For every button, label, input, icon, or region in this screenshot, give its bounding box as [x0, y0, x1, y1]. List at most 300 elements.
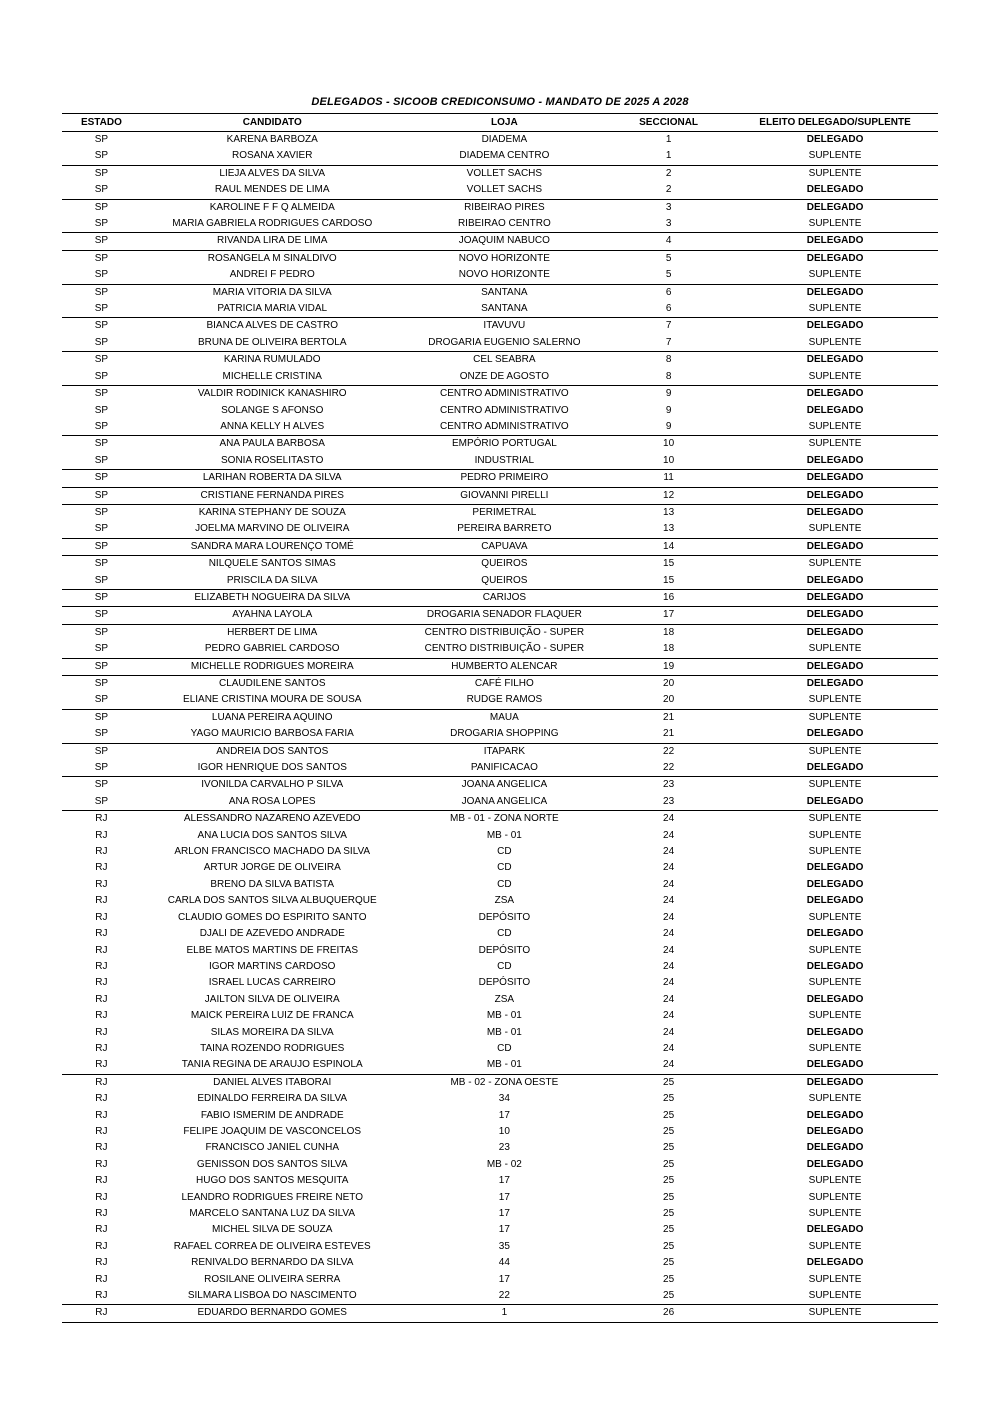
table-row: [62, 709, 938, 726]
document-title: DELEGADOS - SICOOB CREDICONSUMO - MANDATO DE 2025 A 2028: [311, 96, 689, 108]
loja-cell: ITAVUVU: [404, 318, 605, 335]
estado-cell: SP: [62, 436, 141, 453]
table-row: [62, 352, 938, 369]
estado-cell: RJ: [95, 911, 108, 923]
estado-cell: SP: [94, 370, 109, 382]
loja-cell: MB - 01: [486, 1026, 522, 1038]
table-row: [62, 1057, 938, 1074]
estado-cell: SP: [62, 470, 141, 487]
table-row: [62, 676, 938, 693]
estado-cell: RJ: [95, 1257, 108, 1269]
candidato-cell: KARINA STEPHANY DE SOUZA: [141, 504, 404, 521]
table-row: [62, 607, 938, 624]
loja-cell: VOLLET SACHS: [404, 165, 605, 182]
candidato-cell: MAICK PEREIRA LUIZ DE FRANCA: [190, 1010, 354, 1022]
table-row: [62, 369, 938, 386]
candidato-cell: FABIO ISMERIM DE ANDRADE: [200, 1109, 344, 1121]
seccional-cell: 25: [663, 1208, 675, 1219]
eleito-cell: DELEGADO: [806, 960, 864, 972]
estado-cell: SP: [94, 574, 109, 586]
seccional-cell: 24: [663, 928, 675, 940]
estado-cell: RJ: [95, 1142, 108, 1154]
loja-cell: NOVO HORIZONTE: [458, 269, 550, 281]
seccional-cell: 24: [663, 862, 675, 874]
table-row: [62, 182, 938, 199]
estado-cell: SP: [94, 643, 109, 655]
eleito-cell: DELEGADO: [806, 1142, 864, 1154]
column-header-loja: LOJA: [404, 114, 605, 132]
candidato-cell: ROSILANE OLIVEIRA SERRA: [204, 1273, 341, 1285]
loja-cell: ONZE DE AGOSTO: [459, 370, 549, 382]
estado-cell: RJ: [62, 1074, 141, 1091]
seccional-cell: 2: [605, 165, 732, 182]
table-row: [62, 1173, 938, 1189]
candidato-cell: GENISSON DOS SANTOS SILVA: [196, 1158, 348, 1170]
estado-cell: SP: [94, 523, 109, 535]
eleito-cell: DELEGADO: [732, 233, 938, 250]
seccional-cell: 9: [605, 386, 732, 403]
estado-cell: SP: [94, 218, 109, 230]
seccional-cell: 9: [665, 420, 672, 432]
eleito-cell: DELEGADO: [732, 538, 938, 555]
eleito-cell: SUPLENTE: [808, 218, 862, 230]
table-row: [62, 1222, 938, 1238]
estado-cell: SP: [62, 624, 141, 641]
table-row: [62, 692, 938, 709]
candidato-cell: FELIPE JOAQUIM DE VASCONCELOS: [183, 1125, 362, 1137]
eleito-cell: DELEGADO: [806, 895, 864, 907]
candidato-cell: DJALI DE AZEVEDO ANDRADE: [199, 928, 345, 940]
table-row: [62, 504, 938, 521]
loja-cell: 17: [498, 1208, 510, 1219]
candidato-cell: BIANCA ALVES DE CASTRO: [141, 318, 404, 335]
eleito-cell: DELEGADO: [732, 470, 938, 487]
seccional-cell: 24: [663, 977, 675, 989]
eleito-cell: SUPLENTE: [732, 811, 938, 828]
table-row: [62, 436, 938, 453]
table-row: [62, 1288, 938, 1305]
estado-cell: RJ: [95, 895, 108, 907]
loja-cell: QUEIROS: [404, 556, 605, 573]
estado-cell: RJ: [95, 1224, 108, 1236]
candidato-cell: SANDRA MARA LOURENÇO TOMÉ: [141, 538, 404, 555]
table-row: [62, 743, 938, 760]
seccional-cell: 23: [663, 795, 675, 807]
table-row: [62, 199, 938, 216]
table-row: [62, 1041, 938, 1057]
table-row: [62, 844, 938, 860]
seccional-cell: 25: [663, 1093, 675, 1105]
estado-cell: SP: [62, 504, 141, 521]
eleito-cell: DELEGADO: [806, 1109, 864, 1121]
estado-cell: SP: [62, 284, 141, 301]
table-header: [62, 114, 938, 132]
eleito-cell: DELEGADO: [732, 658, 938, 675]
table-row: [62, 1108, 938, 1124]
eleito-cell: SUPLENTE: [808, 1042, 862, 1054]
eleito-cell: DELEGADO: [806, 574, 864, 586]
table-row: [62, 1206, 938, 1222]
table-row: [62, 1025, 938, 1041]
seccional-cell: 18: [663, 643, 675, 655]
table-row: [62, 926, 938, 942]
eleito-cell: SUPLENTE: [808, 150, 862, 162]
table-row: [62, 658, 938, 675]
eleito-cell: SUPLENTE: [808, 1093, 862, 1105]
loja-cell: CENTRO DISTRIBUIÇÃO - SUPER: [404, 624, 605, 641]
loja-cell: CAFÉ FILHO: [404, 676, 605, 693]
estado-cell: SP: [62, 607, 141, 624]
eleito-cell: SUPLENTE: [808, 303, 862, 315]
seccional-cell: 13: [663, 523, 675, 535]
loja-cell: DIADEMA CENTRO: [459, 150, 550, 162]
eleito-cell: DELEGADO: [806, 878, 864, 890]
table-row: [62, 893, 938, 909]
loja-cell: CD: [497, 878, 512, 890]
table-row: [62, 1008, 938, 1024]
candidato-cell: CRISTIANE FERNANDA PIRES: [141, 487, 404, 504]
loja-cell: SANTANA: [404, 284, 605, 301]
loja-cell: CENTRO ADMINISTRATIVO: [404, 386, 605, 403]
eleito-cell: SUPLENTE: [808, 1208, 862, 1219]
seccional-cell: 10: [605, 436, 732, 453]
seccional-cell: 12: [605, 487, 732, 504]
loja-cell: MB - 01: [486, 1010, 522, 1022]
candidato-cell: MICHELLE RODRIGUES MOREIRA: [141, 658, 404, 675]
seccional-cell: 18: [605, 624, 732, 641]
loja-cell: JOANA ANGELICA: [404, 777, 605, 794]
eleito-cell: DELEGADO: [806, 993, 864, 1005]
seccional-cell: 11: [605, 470, 732, 487]
table-row: [62, 641, 938, 658]
loja-cell: MAUA: [404, 709, 605, 726]
candidato-cell: ANA PAULA BARBOSA: [141, 436, 404, 453]
table-row: [62, 386, 938, 403]
eleito-cell: SUPLENTE: [808, 420, 862, 432]
seccional-cell: 25: [663, 1142, 675, 1154]
table-row: [62, 250, 938, 267]
estado-cell: SP: [62, 199, 141, 216]
seccional-cell: 5: [605, 250, 732, 267]
seccional-cell: 4: [605, 233, 732, 250]
candidato-cell: PRISCILA DA SILVA: [226, 574, 318, 586]
eleito-cell: SUPLENTE: [732, 556, 938, 573]
seccional-cell: 21: [605, 709, 732, 726]
seccional-cell: 16: [605, 589, 732, 606]
loja-cell: PERIMETRAL: [404, 504, 605, 521]
estado-cell: RJ: [95, 1109, 108, 1121]
candidato-cell: SONIA ROSELITASTO: [221, 454, 324, 466]
eleito-cell: DELEGADO: [732, 624, 938, 641]
candidato-cell: LEANDRO RODRIGUES FREIRE NETO: [181, 1191, 363, 1203]
seccional-cell: 1: [665, 134, 672, 145]
loja-cell: DEPÓSITO: [478, 911, 531, 923]
seccional-cell: 25: [663, 1158, 675, 1170]
seccional-cell: 24: [663, 944, 675, 956]
loja-cell: RIBEIRAO CENTRO: [457, 218, 551, 230]
loja-cell: CENTRO ADMINISTRATIVO: [440, 420, 569, 432]
table-row: [62, 811, 938, 828]
seccional-cell: 24: [663, 1042, 675, 1054]
seccional-cell: 24: [663, 829, 675, 841]
eleito-cell: SUPLENTE: [732, 436, 938, 453]
eleito-cell: SUPLENTE: [808, 694, 862, 706]
candidato-cell: ANDREI F PEDRO: [229, 269, 315, 281]
candidato-cell: MICHEL SILVA DE SOUZA: [212, 1224, 333, 1236]
eleito-cell: SUPLENTE: [808, 1191, 862, 1203]
seccional-cell: 25: [663, 1273, 675, 1285]
candidato-cell: IVONILDA CARVALHO P SILVA: [141, 777, 404, 794]
table-body: [62, 132, 938, 1323]
loja-cell: 34: [498, 1093, 510, 1105]
seccional-cell: 24: [663, 846, 675, 858]
estado-cell: SP: [94, 150, 109, 162]
table-row: [62, 589, 938, 606]
eleito-cell: SUPLENTE: [808, 336, 862, 348]
header-row: [62, 114, 938, 132]
eleito-cell: DELEGADO: [806, 404, 864, 416]
eleito-cell: SUPLENTE: [808, 1290, 862, 1302]
estado-cell: SP: [94, 454, 109, 466]
seccional-cell: 6: [665, 303, 672, 315]
estado-cell: SP: [94, 728, 109, 740]
candidato-cell: IGOR MARTINS CARDOSO: [208, 960, 336, 972]
candidato-cell: MARIA VITORIA DA SILVA: [141, 284, 404, 301]
eleito-cell: SUPLENTE: [808, 829, 862, 841]
eleito-cell: DELEGADO: [732, 318, 938, 335]
seccional-cell: 24: [663, 1059, 675, 1071]
table-row: [62, 216, 938, 233]
candidato-cell: RENIVALDO BERNARDO DA SILVA: [191, 1257, 354, 1269]
seccional-cell: 20: [663, 694, 675, 706]
loja-cell: DEPÓSITO: [478, 944, 531, 956]
estado-cell: SP: [62, 556, 141, 573]
seccional-cell: 22: [663, 762, 675, 774]
eleito-cell: DELEGADO: [732, 504, 938, 521]
seccional-cell: 24: [663, 960, 675, 972]
loja-cell: CD: [497, 960, 512, 972]
estado-cell: RJ: [95, 1175, 108, 1187]
candidato-cell: YAGO MAURICIO BARBOSA FARIA: [190, 728, 354, 740]
eleito-cell: DELEGADO: [732, 607, 938, 624]
candidato-cell: JAILTON SILVA DE OLIVEIRA: [204, 993, 340, 1005]
loja-cell: CD: [497, 1042, 512, 1054]
loja-cell: 17: [498, 1109, 510, 1121]
estado-cell: SP: [94, 694, 109, 706]
candidato-cell: IGOR HENRIQUE DOS SANTOS: [197, 762, 347, 774]
seccional-cell: 14: [605, 538, 732, 555]
loja-cell: RUDGE RAMOS: [466, 694, 543, 706]
estado-cell: RJ: [95, 977, 108, 989]
eleito-cell: DELEGADO: [806, 928, 864, 940]
candidato-cell: ANNA KELLY H ALVES: [220, 420, 325, 432]
seccional-cell: 15: [663, 574, 675, 586]
candidato-cell: SILAS MOREIRA DA SILVA: [210, 1026, 334, 1038]
estado-cell: SP: [62, 589, 141, 606]
loja-cell: DEPÓSITO: [478, 977, 531, 989]
estado-cell: SP: [94, 269, 109, 281]
candidato-cell: SILMARA LISBOA DO NASCIMENTO: [187, 1290, 357, 1302]
seccional-cell: 25: [663, 1224, 675, 1236]
table-row: [62, 1157, 938, 1173]
seccional-cell: 23: [605, 777, 732, 794]
candidato-cell: KAROLINE F F Q ALMEIDA: [141, 199, 404, 216]
eleito-cell: DELEGADO: [806, 795, 864, 807]
loja-cell: 1: [404, 1305, 605, 1322]
table-row: [62, 860, 938, 876]
seccional-cell: 2: [665, 184, 672, 196]
eleito-cell: SUPLENTE: [808, 523, 862, 535]
loja-cell: PANIFICACAO: [470, 762, 538, 774]
column-header-seccional: SECCIONAL: [605, 114, 732, 132]
candidato-cell: BRENO DA SILVA BATISTA: [210, 878, 335, 890]
loja-cell: ZSA: [494, 993, 515, 1005]
seccional-cell: 24: [663, 1010, 675, 1022]
loja-cell: DROGARIA EUGENIO SALERNO: [428, 336, 581, 348]
candidato-cell: LARIHAN ROBERTA DA SILVA: [141, 470, 404, 487]
seccional-cell: 15: [605, 556, 732, 573]
table-row: [62, 165, 938, 182]
candidato-cell: JOELMA MARVINO DE OLIVEIRA: [195, 523, 350, 535]
eleito-cell: SUPLENTE: [732, 1305, 938, 1322]
eleito-cell: SUPLENTE: [808, 1175, 862, 1187]
seccional-cell: 26: [605, 1305, 732, 1322]
seccional-cell: 1: [665, 150, 672, 162]
table-row: [62, 556, 938, 573]
table-row: [62, 538, 938, 555]
seccional-cell: 24: [663, 993, 675, 1005]
candidato-cell: KARENA BARBOZA: [226, 134, 318, 145]
table-row: [62, 148, 938, 165]
table-row: [62, 975, 938, 991]
eleito-cell: SUPLENTE: [732, 743, 938, 760]
seccional-cell: 10: [663, 454, 675, 466]
candidato-cell: SOLANGE S AFONSO: [221, 404, 324, 416]
candidato-cell: ELIZABETH NOGUEIRA DA SILVA: [141, 589, 404, 606]
loja-cell: 22: [498, 1290, 510, 1302]
loja-cell: PEREIRA BARRETO: [457, 523, 552, 535]
eleito-cell: SUPLENTE: [732, 165, 938, 182]
estado-cell: SP: [62, 318, 141, 335]
estado-cell: RJ: [62, 1305, 141, 1322]
eleito-cell: DELEGADO: [806, 862, 864, 874]
eleito-cell: DELEGADO: [806, 454, 864, 466]
loja-cell: 17: [498, 1273, 510, 1285]
estado-cell: SP: [62, 676, 141, 693]
loja-cell: PEDRO PRIMEIRO: [404, 470, 605, 487]
eleito-cell: DELEGADO: [806, 728, 864, 740]
estado-cell: SP: [62, 658, 141, 675]
table-row: [62, 1074, 938, 1091]
eleito-cell: DELEGADO: [806, 1125, 864, 1137]
candidato-cell: ANA ROSA LOPES: [228, 795, 316, 807]
eleito-cell: SUPLENTE: [808, 269, 862, 281]
table-row: [62, 992, 938, 1008]
table-row: [62, 419, 938, 436]
table-row: [62, 233, 938, 250]
seccional-cell: 8: [665, 370, 672, 382]
loja-cell: 17: [498, 1224, 510, 1236]
table-row: [62, 301, 938, 318]
eleito-cell: SUPLENTE: [808, 911, 862, 923]
loja-cell: CAPUAVA: [404, 538, 605, 555]
estado-cell: SP: [62, 487, 141, 504]
estado-cell: RJ: [95, 944, 108, 956]
seccional-cell: 25: [663, 1125, 675, 1137]
candidato-cell: ISRAEL LUCAS CARREIRO: [208, 977, 336, 989]
estado-cell: SP: [62, 165, 141, 182]
loja-cell: DIADEMA: [481, 134, 528, 145]
loja-cell: HUMBERTO ALENCAR: [404, 658, 605, 675]
candidato-cell: ARTUR JORGE DE OLIVEIRA: [203, 862, 341, 874]
loja-cell: JOANA ANGELICA: [461, 795, 548, 807]
seccional-cell: 24: [663, 1026, 675, 1038]
table-row: [62, 453, 938, 470]
eleito-cell: DELEGADO: [732, 386, 938, 403]
loja-cell: VOLLET SACHS: [466, 184, 543, 196]
eleito-cell: DELEGADO: [806, 1224, 864, 1236]
candidato-cell: ROSANA XAVIER: [232, 150, 313, 162]
table-row: [62, 284, 938, 301]
table-row: [62, 403, 938, 419]
estado-cell: RJ: [95, 862, 108, 874]
candidato-cell: ELBE MATOS MARTINS DE FREITAS: [186, 944, 358, 956]
eleito-cell: SUPLENTE: [808, 977, 862, 989]
seccional-cell: 3: [605, 199, 732, 216]
eleito-cell: SUPLENTE: [808, 1273, 862, 1285]
estado-cell: RJ: [95, 878, 108, 890]
eleito-cell: DELEGADO: [732, 250, 938, 267]
loja-cell: EMPÓRIO PORTUGAL: [404, 436, 605, 453]
loja-cell: MB - 02 - ZONA OESTE: [404, 1074, 605, 1091]
loja-cell: MB - 01 - ZONA NORTE: [404, 811, 605, 828]
candidato-cell: TANIA REGINA DE ARAUJO ESPINOLA: [181, 1059, 363, 1071]
estado-cell: SP: [94, 795, 109, 807]
eleito-cell: SUPLENTE: [808, 1240, 862, 1252]
estado-cell: RJ: [95, 1042, 108, 1054]
estado-cell: SP: [94, 303, 109, 315]
loja-cell: NOVO HORIZONTE: [404, 250, 605, 267]
seccional-cell: 25: [663, 1240, 675, 1252]
table-row: [62, 1255, 938, 1271]
eleito-cell: DELEGADO: [806, 1158, 864, 1170]
candidato-cell: ALESSANDRO NAZARENO AZEVEDO: [141, 811, 404, 828]
table-row: [62, 959, 938, 975]
loja-cell: RIBEIRAO PIRES: [404, 199, 605, 216]
loja-cell: CENTRO DISTRIBUIÇÃO - SUPER: [424, 643, 585, 655]
eleito-cell: DELEGADO: [806, 1059, 864, 1071]
seccional-cell: 6: [605, 284, 732, 301]
seccional-cell: 9: [665, 404, 672, 416]
loja-cell: JOAQUIM NABUCO: [404, 233, 605, 250]
eleito-cell: DELEGADO: [732, 589, 938, 606]
table-row: [62, 573, 938, 590]
estado-cell: SP: [94, 184, 109, 196]
table-row: [62, 1272, 938, 1288]
seccional-cell: 24: [663, 895, 675, 907]
table-row: [62, 487, 938, 504]
table-row: [62, 1124, 938, 1140]
estado-cell: RJ: [95, 1158, 108, 1170]
table-row: [62, 726, 938, 743]
estado-cell: SP: [94, 134, 109, 145]
candidato-cell: HERBERT DE LIMA: [141, 624, 404, 641]
candidato-cell: PEDRO GABRIEL CARDOSO: [204, 643, 340, 655]
loja-cell: 44: [498, 1257, 510, 1269]
eleito-cell: DELEGADO: [806, 134, 864, 145]
candidato-cell: BRUNA DE OLIVEIRA BERTOLA: [197, 336, 347, 348]
estado-cell: RJ: [95, 993, 108, 1005]
